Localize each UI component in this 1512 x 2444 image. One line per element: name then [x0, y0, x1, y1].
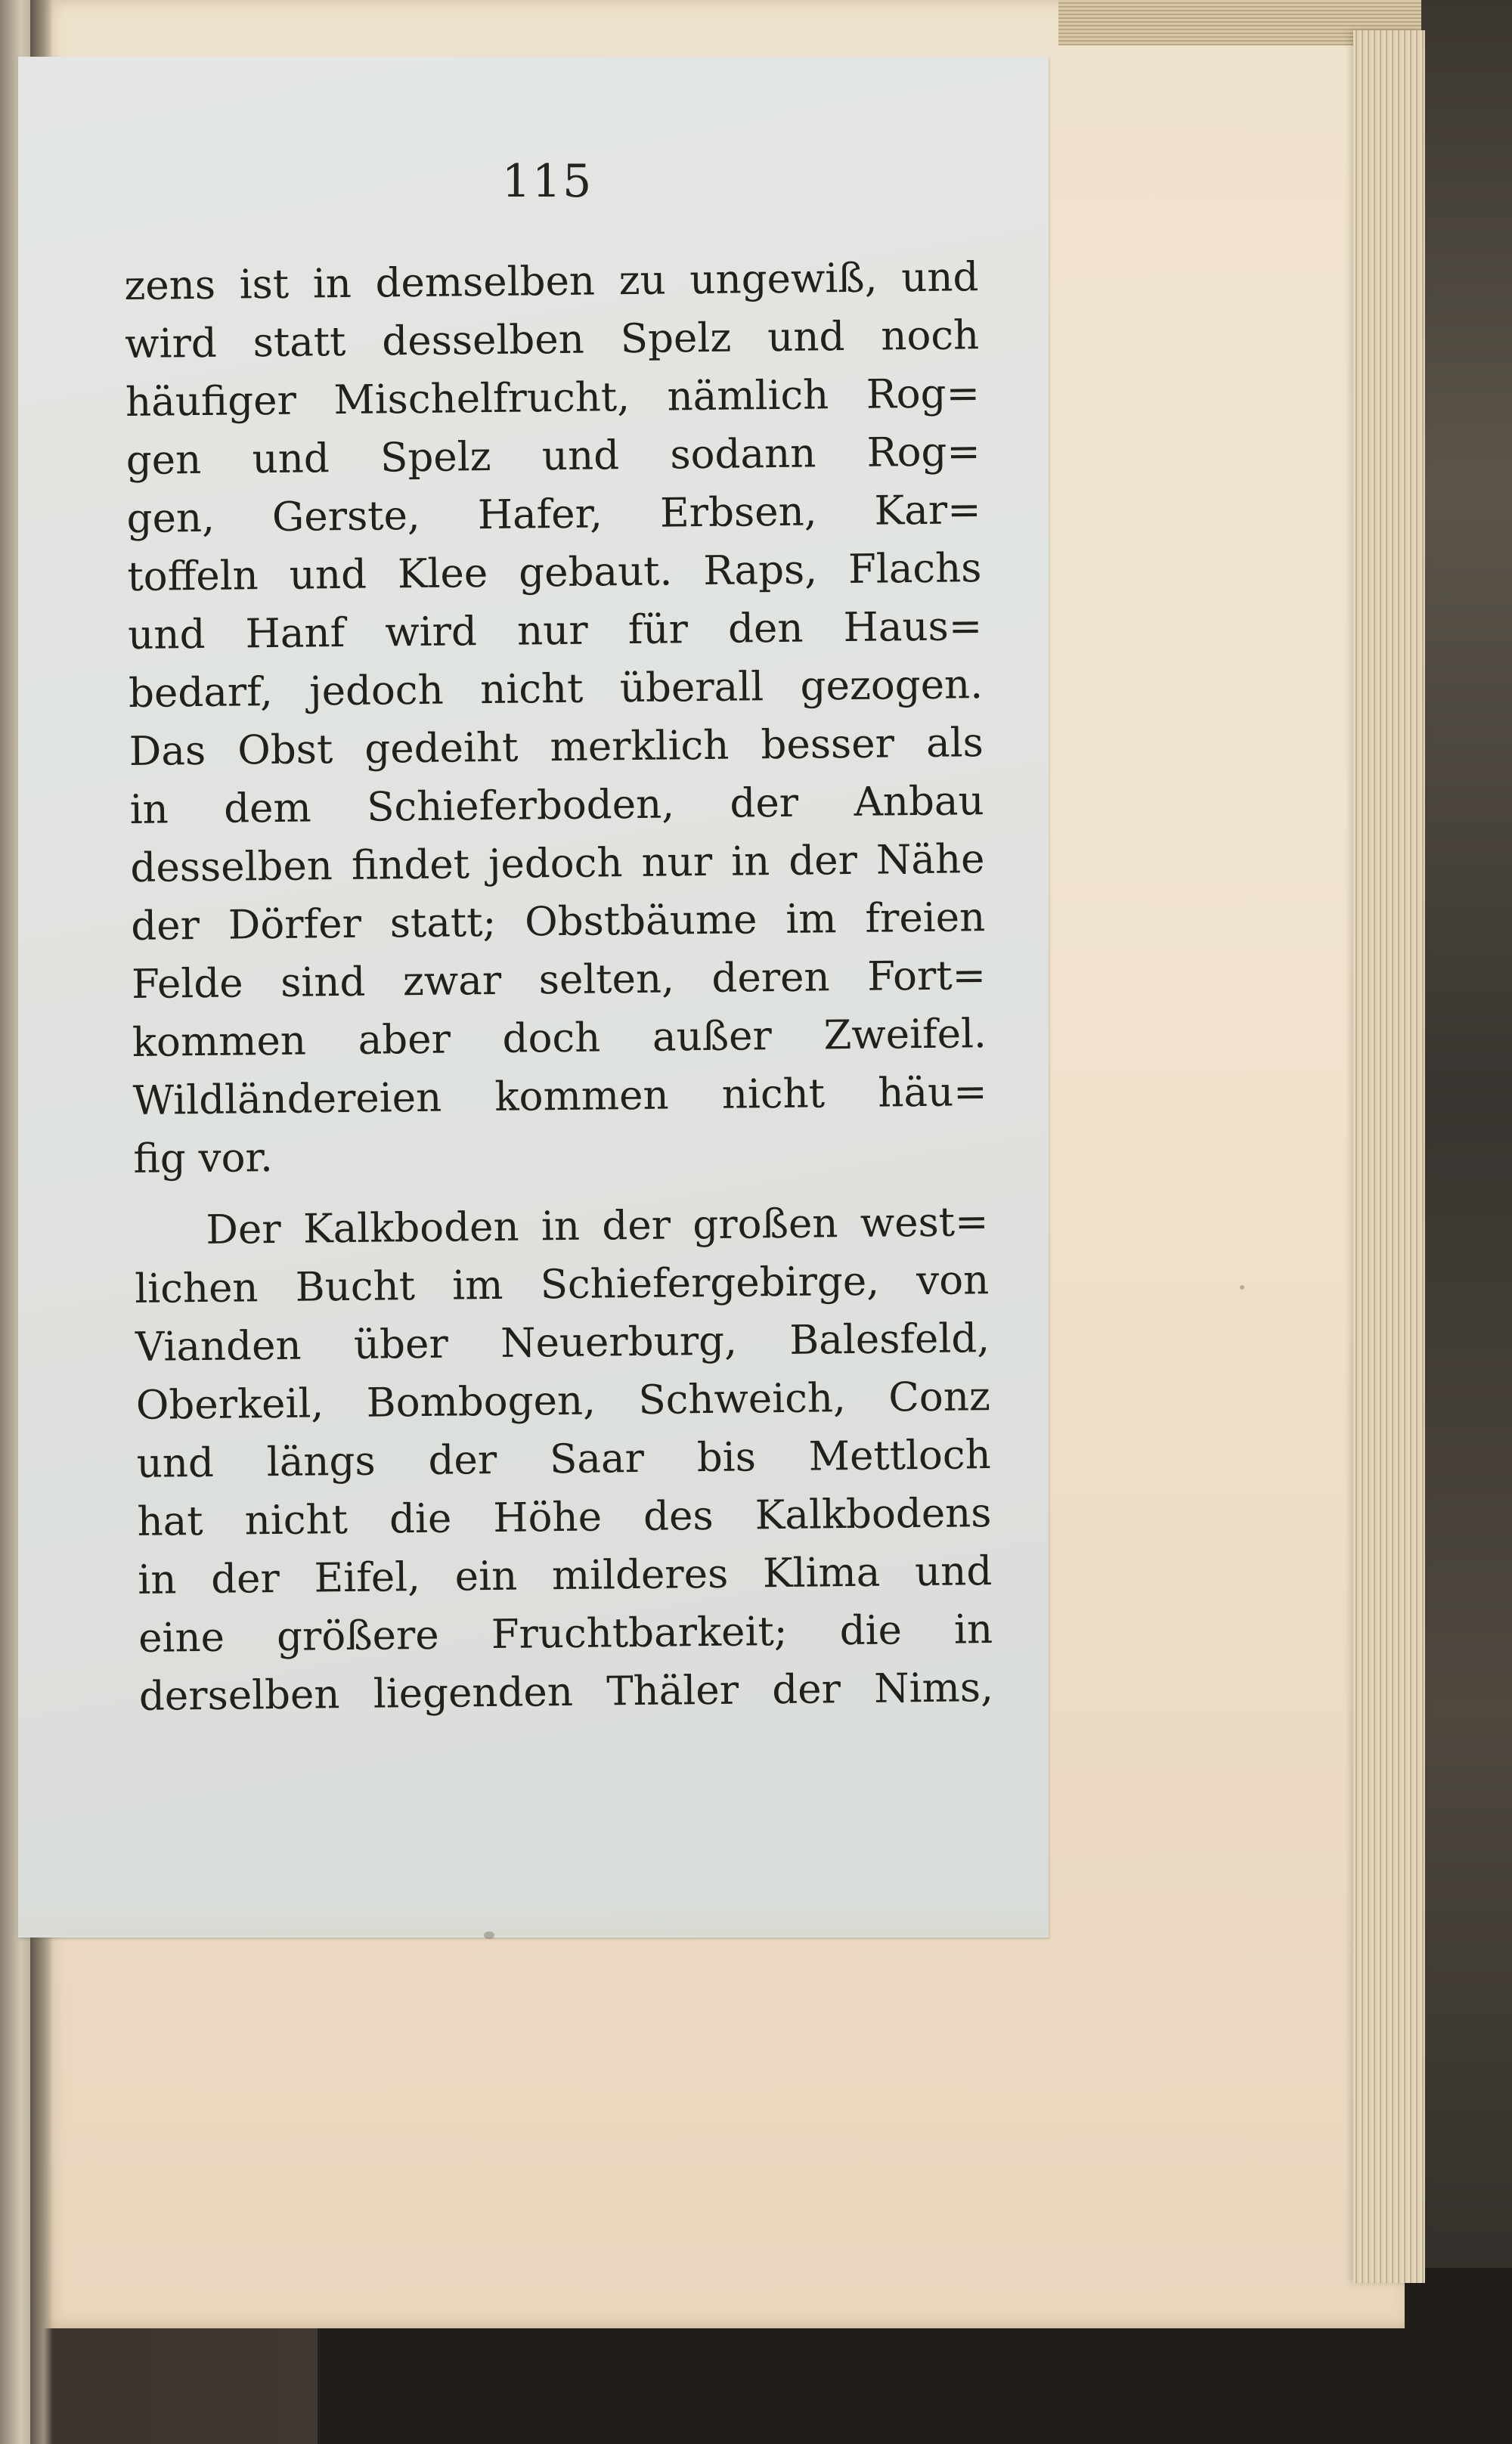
body-text [124, 248, 993, 1726]
text-line: und längs der Saar bis Mettloch [136, 1432, 991, 1487]
text-line: wird statt desselben Spelz und noch [124, 312, 980, 367]
text-line: und Hanf wird nur für den Haus= [127, 603, 983, 658]
text-line: Felde sind zwar selten, deren Fort= [131, 953, 987, 1008]
text-line: hat nicht die Höhe des Kalkbodens [137, 1490, 992, 1545]
text-line: bedarf, jedoch nicht überall gezogen. [128, 661, 984, 717]
text-line: Das Obst gedeiht merklich besser als [129, 720, 984, 775]
text-line: gen und Spelz und sodann Rog= [125, 429, 981, 484]
text-line: häufiger Mischelfrucht, nämlich Rog= [125, 370, 981, 426]
text-line: Oberkeil, Bombogen, Schweich, Conz [135, 1374, 991, 1429]
background-cloth [1421, 0, 1512, 2444]
text-line: in dem Schieferboden, der Anbau [129, 778, 984, 833]
text-line: der Dörfer statt; Obstbäume im freien [130, 894, 986, 949]
text-line: zens ist in demselben zu ungewiß, und [124, 254, 979, 309]
text-line: gen, Gerste, Hafer, Erbsen, Kar= [126, 487, 981, 542]
text-line: fig vor. [133, 1135, 274, 1182]
pasted-text-clipping [18, 57, 1049, 1938]
text-line: in der Eifel, ein milderes Klima und [138, 1548, 993, 1603]
text-line: kommen aber doch außer Zweifel. [132, 1011, 987, 1066]
text-line: desselben findet jedoch nur in der Nähe [130, 836, 985, 891]
page-stack-right-edges [1353, 30, 1425, 2283]
paper-spot [1240, 1285, 1244, 1290]
text-line: Wildländereien kommen nicht häu= [132, 1069, 987, 1124]
text-line: Der Kalkboden in der großen west= [206, 1199, 989, 1253]
page-number: 115 [501, 155, 593, 208]
text-line: Vianden über Neuerburg, Balesfeld, [135, 1315, 990, 1371]
clipping-shadow [18, 1905, 1049, 1935]
text-line: eine größere Fruchtbarkeit; die in [138, 1606, 993, 1662]
text-line: lichen Bucht im Schiefergebirge, von [134, 1257, 990, 1312]
paper-spot [484, 1931, 494, 1939]
text-line: derselben liegenden Thäler der Nims, [138, 1665, 994, 1720]
text-line: toffeln und Klee gebaut. Raps, Flachs [127, 545, 982, 600]
